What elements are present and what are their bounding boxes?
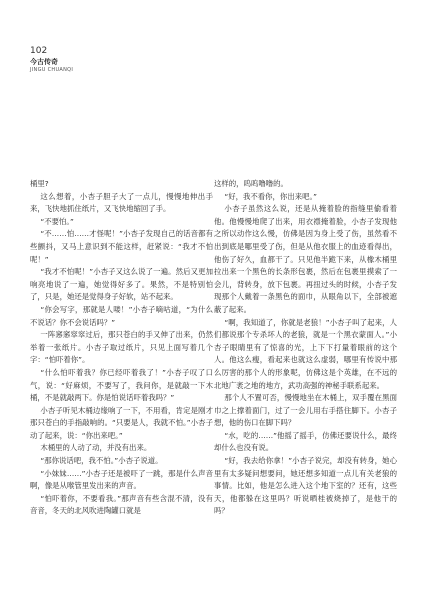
paragraph: “我才不怕呢！”小杏子又这么说了一遍。然后又更加响亮地说了一遍，她觉得好多了。果然，不是特别怕了，只是，她还是觉得身子好软，站不起来。 — [30, 267, 213, 302]
paragraph: “不……怕……才怪呢！”小杏子发现自己的话音都有些颤抖，又马上意识到不能这样，赶紧说：“我才不怕呢！” — [30, 229, 213, 264]
page-number: 102 — [30, 46, 48, 56]
paragraph: 这么想着，小杏子胆子大了一点儿，慢慢地伸出手来，飞快地抓住纸片，又飞快地缩回了手。 — [30, 191, 213, 214]
journal-title-en: JINGU CHUANQI — [30, 67, 74, 73]
paragraph: “小妹妹……”小杏子还是被吓了一跳，那是什么声音啊，像是从喉管里发出来的声音。 — [30, 468, 213, 491]
paragraph: “你会写字，那就是人喽！”小杏子嘀咕道，“为什么不说话？你不会说话吗？” — [30, 304, 213, 327]
paragraph: “水，吃的……”他摇了摇手，仿佛还要说什么，最终却什么也没有说。 — [214, 430, 397, 453]
paragraph: 木桶里的人动了动，并没有出来。 — [40, 443, 152, 453]
paragraph: “那你说话吧，我不怕。”小杏子说道。 — [40, 456, 163, 466]
paragraph: “怕吓着你，不要看我。”那声音有些含混不清，没有音音，冬天的北风吹进陶罐口就是 — [30, 493, 213, 516]
right-column — [214, 178, 397, 518]
page-header — [30, 46, 73, 74]
paragraph: “好，我去给你拿！”小杏子说完，却没有转身，她心里有太多疑问想要问，她还想多知道一点儿有关老狼的事情。比如，他是怎么进入这个地下室的？还有，这些天，他都躲在这里吗？听说晒桂被烧掉了，是他干的吗？ — [214, 456, 397, 516]
paragraph: 小杏子听见木桶边缘响了一下，不用看，肯定是刚才那只苍白的手指敲响的。“只要是人，我就不怕。”小杏子动了起来，说：“你出来吧。” — [30, 405, 213, 440]
paragraph: 桶里? — [30, 179, 49, 188]
left-column — [30, 178, 213, 518]
paragraph: “好，我不看你，你出来吧。” — [224, 191, 318, 201]
paragraph: 一阵窸窸窣窣过后，那只苍白的手又伸了出来，仍然举着一张纸片。小杏子取过纸片，只见上面写着几个字：“怕吓着你”。 — [30, 330, 213, 365]
paragraph: “啊，我知道了，你就是老狼！”小杏子叫了起来，人们都说那个专杀坏人的老狼，就是一个黑衣蒙面人。”小杏子眼睛里有了惊喜的光，上下下打量着眼前的这个人。他这么瘦，看起来也就这么虚弱，哪里有传说中那么厉害的那个人的形象呢，仿佛这是个英雄，在不远的北地广袤之地的地方，武功高强的神秘手联系起来。 — [214, 317, 397, 390]
paragraph: “什么怕吓着我？你已经吓着我了！”小杏子叹了口气，说：“好麻烦，不要写了，我问你，是就敲一下木桶，不是就敲两下。你是怕说话吓着我吗？” — [30, 367, 213, 403]
paragraph: 那个人不置可否，慢慢地坐在木桶上，双手覆在黑面巾之上撑着面门，过了一会儿用右手搭住脚下。小杏子想，他的伤口在脚下吗？ — [214, 393, 397, 428]
journal-title-cn: 今古传奇 — [30, 58, 58, 66]
paragraph: 这样的，呜呜噜噜的。 — [214, 179, 288, 188]
paragraph: “不要怕。” — [40, 216, 74, 226]
paragraph: 小杏子虽然这么说，还是从掩着脸的指缝里偷看着他。他慢慢地爬了出来，用衣襟掩着脸，小杏子发现他之所以动作这么慢，仿佛是因为身上受了伤，虽然看不出到底是哪里受了伤，但是从他衣服上的血迹看得出，他伤了好久，血都干了。只见他半跪下来，从橡木桶里拉出来一个黑色的长条形包裹，然后在包裹里摸索了一会儿，背转身，放下包裹。再扭过头的时候，小杏子发现那个人戴着一条黑色的面巾，从眼角以下，全部被遮蔽了起来。 — [214, 204, 397, 314]
